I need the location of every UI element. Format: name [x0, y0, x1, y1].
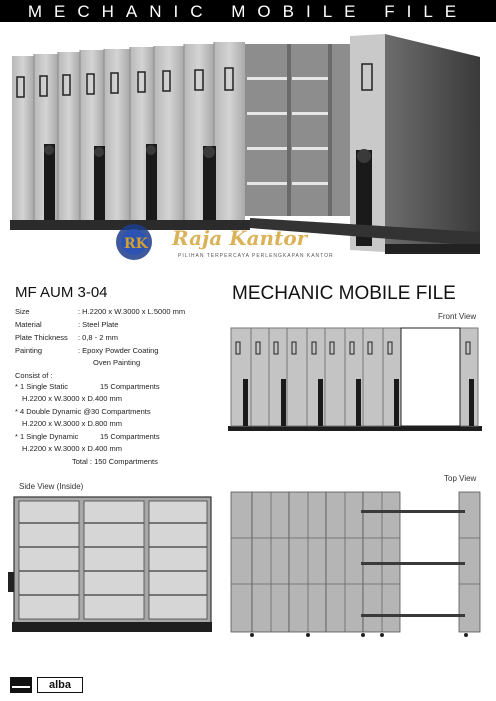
consist-dim-3: H.2200 x W.3000 x D.400 mm — [22, 444, 123, 453]
consist-item-1: * 1 Single Static — [15, 382, 68, 391]
watermark-brand: Raja Kantor — [172, 226, 308, 250]
product-heading: MECHANIC MOBILE FILE — [232, 283, 456, 304]
side-view-drawing — [8, 494, 213, 634]
spec-label-material: Material — [15, 320, 42, 329]
product-hero-image — [0, 22, 496, 267]
raja-kantor-logo — [108, 222, 164, 262]
front-view-caption: Front View — [438, 312, 477, 321]
alba-brand-name: alba — [37, 677, 83, 693]
front-view-drawing — [228, 324, 482, 432]
spec-label-thickness: Plate Thickness — [15, 333, 68, 342]
spec-label-painting: Painting — [15, 346, 43, 355]
consist-dim-1: H.2200 x W.3000 x D.400 mm — [22, 394, 123, 403]
consist-item-3: * 1 Single Dynamic — [15, 432, 79, 441]
consist-label: Consist of : — [15, 371, 53, 380]
side-view-caption: Side View (Inside) — [19, 482, 84, 491]
consist-qty-1: 15 Compartments — [100, 382, 160, 391]
model-number: MF AUM 3-04 — [15, 284, 108, 301]
spec-value-thickness: : 0,8 - 2 mm — [78, 333, 119, 342]
spec-painting-extra: Oven Painting — [93, 358, 141, 367]
alba-logo — [10, 677, 80, 693]
spec-value-material: : Steel Plate — [78, 320, 119, 329]
svg-text:RK: RK — [124, 236, 148, 252]
alba-logo-mark — [10, 677, 32, 693]
spec-label-size: Size — [15, 307, 30, 316]
watermark — [108, 222, 408, 266]
top-view-drawing — [228, 488, 484, 638]
consist-total: Total : 150 Compartments — [72, 457, 158, 466]
watermark-tagline: PILIHAN TERPERCAYA PERLENGKAPAN KANTOR — [178, 253, 334, 259]
title-bar — [0, 0, 496, 22]
spec-value-size: : H.2200 x W.3000 x L.5000 mm — [78, 307, 186, 316]
page-title: MECHANIC MOBILE FILE — [27, 2, 469, 21]
consist-dim-2: H.2200 x W.3000 x D.800 mm — [22, 419, 123, 428]
consist-qty-3: 15 Compartments — [100, 432, 160, 441]
top-view-caption: Top View — [444, 474, 477, 483]
consist-item-2: * 4 Double Dynamic @30 Compartments — [15, 407, 151, 416]
spec-value-painting: : Epoxy Powder Coating — [78, 346, 159, 355]
